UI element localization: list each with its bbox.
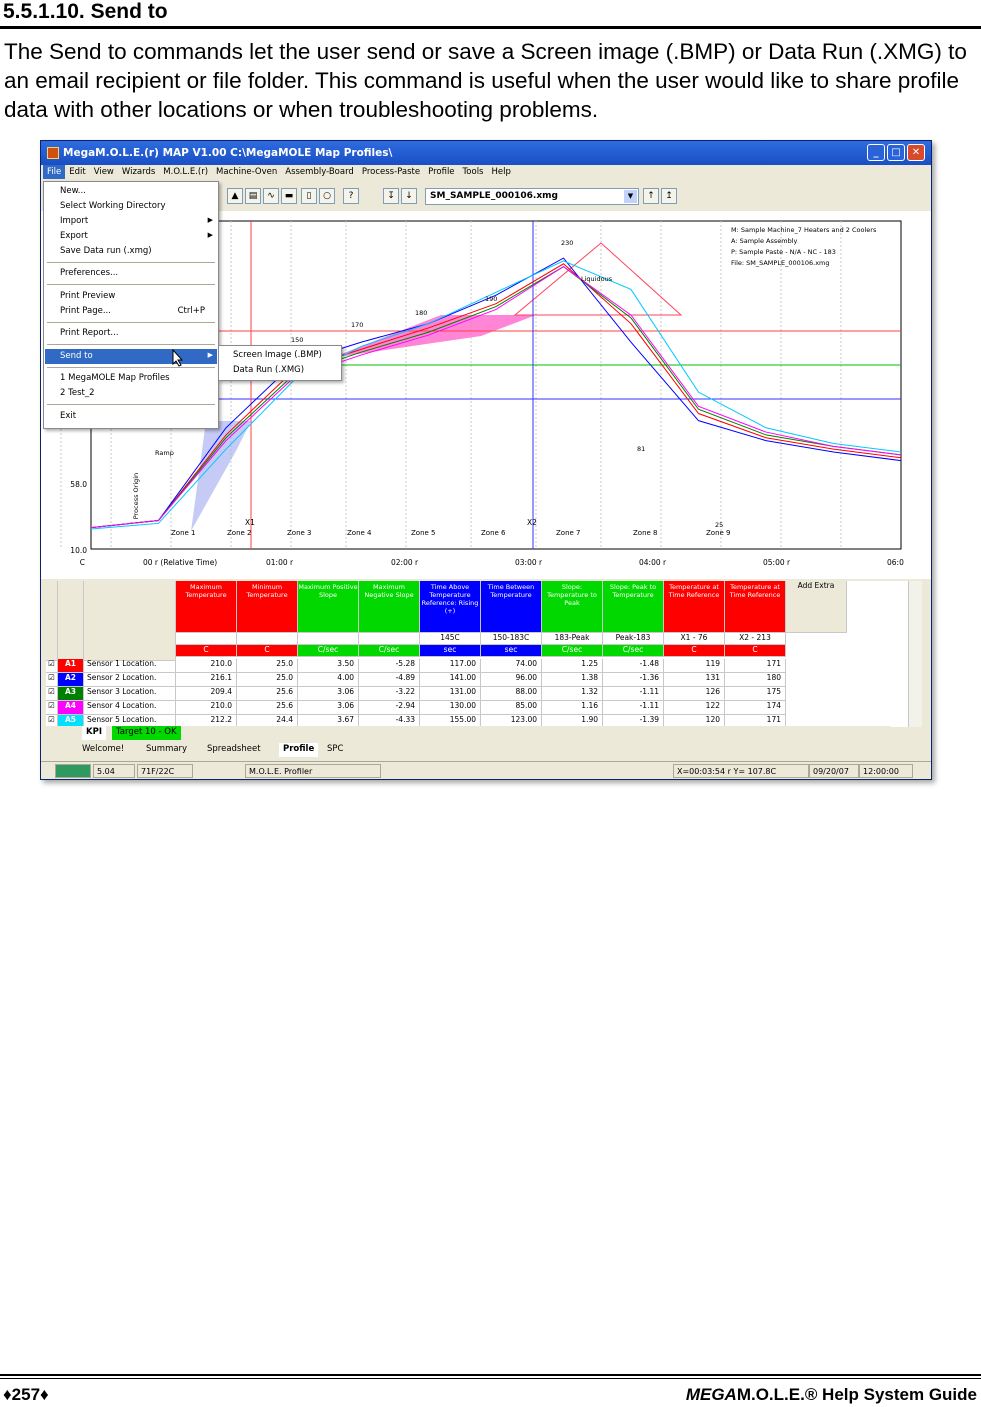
kpi-value[interactable]: 25.0 (237, 659, 298, 673)
tab-welcome-[interactable]: Welcome! (82, 744, 125, 754)
chart-annotation: 25 (715, 521, 724, 529)
help-icon[interactable]: ? (343, 188, 359, 204)
tab-target[interactable]: Target 10 - OK (112, 726, 181, 740)
kpi-value[interactable]: 3.06 (298, 701, 359, 715)
guide-brand: MEGA (685, 1385, 737, 1404)
device-icon[interactable]: ▯ (301, 188, 317, 204)
menu-machine-oven[interactable]: Machine-Oven (216, 167, 278, 177)
status-time: 12:00:00 (859, 764, 913, 778)
kpi-value[interactable]: -1.36 (603, 673, 664, 687)
kpi-value[interactable]: 96.00 (481, 673, 542, 687)
menu-save-run[interactable] (45, 244, 217, 259)
heading-rule (0, 26, 981, 29)
kpi-reference: 145C (420, 633, 481, 645)
kpi-value[interactable]: 174 (725, 701, 786, 715)
x-tick-label: 00 r (Relative Time) (143, 558, 218, 567)
kpi-header: Time Between Temperature (481, 581, 542, 633)
kpi-unit: C (664, 645, 725, 657)
intro-paragraph: The Send to commands let the user send or save a Screen image (.BMP) or Data Run (.XMG) to an email recipient or file folder. This command is useful when the user would like to share profile data with other locations or when troubleshooting problems. (4, 39, 967, 122)
menu-data-run-label: Data Run (.XMG) (233, 365, 305, 375)
minimize-icon[interactable]: _ (867, 144, 885, 161)
kpi-header: Maximum Negative Slope (359, 581, 420, 633)
menu-exit-label: Exit (60, 411, 77, 421)
menu-help[interactable]: Help (491, 167, 511, 177)
kpi-value[interactable]: 88.00 (481, 687, 542, 701)
chevron-down-icon[interactable]: ▼ (624, 190, 637, 203)
kpi-unit: C (725, 645, 786, 657)
row-checkbox[interactable]: ☑ (46, 673, 58, 687)
chart-annotation: 180 (415, 309, 428, 317)
kpi-value[interactable]: 122 (664, 701, 725, 715)
menu-separator (47, 404, 215, 405)
menu-send-to-label: Send to (60, 351, 93, 361)
kpi-value[interactable]: -1.39 (603, 715, 664, 729)
kpi-reference (176, 633, 237, 645)
kpi-value[interactable]: 4.00 (298, 673, 359, 687)
menu-recent-2[interactable] (45, 386, 217, 401)
menu-m-o-l-e-r-[interactable]: M.O.L.E.(r) (163, 167, 209, 177)
zone-label: Zone 2 (227, 529, 252, 537)
menu-separator (47, 344, 215, 345)
kpi-value[interactable]: 123.00 (481, 715, 542, 729)
tab-spc[interactable]: SPC (327, 744, 344, 754)
kpi-value[interactable]: 155.00 (420, 715, 481, 729)
arrow-up-icon[interactable]: ↑ (643, 188, 659, 204)
app-window (40, 140, 932, 780)
kpi-header: Maximum Positive Slope (298, 581, 359, 633)
kpi-value[interactable]: 171 (725, 659, 786, 673)
menu-working-dir[interactable] (45, 199, 217, 214)
kpi-value[interactable]: 175 (725, 687, 786, 701)
menu-print-preview-label: Print Preview (60, 291, 116, 301)
menu-separator (47, 262, 215, 263)
y-unit-label: C (79, 558, 85, 567)
chart-info-line: M: Sample Machine_7 Heaters and 2 Coolers (731, 226, 877, 234)
search-icon[interactable]: ○ (319, 188, 335, 204)
maximize-icon[interactable]: □ (887, 144, 905, 161)
chart-annotation: Process Origin (132, 472, 140, 520)
footer-rule (0, 1374, 981, 1376)
menu-separator (47, 367, 215, 368)
grid-corner (46, 581, 58, 661)
kpi-value[interactable]: 216.1 (176, 673, 237, 687)
menu-edit[interactable]: Edit (69, 167, 86, 177)
kpi-value[interactable]: 25.6 (237, 701, 298, 715)
kpi-value[interactable]: -4.89 (359, 673, 420, 687)
x-tick-label: 05:00 r (763, 558, 791, 567)
menu-export[interactable] (45, 229, 217, 244)
print-icon[interactable]: ▤ (245, 188, 261, 204)
sensor-name: Sensor 4 Location. (84, 701, 176, 715)
menu-tools[interactable]: Tools (462, 167, 484, 177)
kpi-reference: 183-Peak (542, 633, 603, 645)
chart-annotation: 170 (351, 321, 364, 329)
x-tick-label: 04:00 r (639, 558, 667, 567)
kpi-value[interactable]: 210.0 (176, 659, 237, 673)
kpi-value[interactable]: 130.00 (420, 701, 481, 715)
send-to-submenu (218, 345, 342, 381)
menu-exit[interactable] (45, 409, 217, 424)
menu-wizards[interactable]: Wizards (121, 167, 156, 177)
y-tick-label: 10.0 (70, 546, 87, 555)
menu-import-label: Import (60, 216, 89, 226)
kpi-value[interactable]: 3.50 (298, 659, 359, 673)
file-menu (43, 181, 219, 429)
menu-send-to[interactable] (45, 349, 217, 364)
ruler-icon[interactable]: ▬ (281, 188, 297, 204)
kpi-value[interactable]: 85.00 (481, 701, 542, 715)
kpi-value[interactable]: 209.4 (176, 687, 237, 701)
mouse-cursor-icon (172, 349, 184, 367)
sensor-name: Sensor 3 Location. (84, 687, 176, 701)
x-tick-label: 03:00 r (515, 558, 543, 567)
arrow-down-icon[interactable]: ↓ (401, 188, 417, 204)
kpi-value[interactable]: 25.0 (237, 673, 298, 687)
submenu-arrow-icon: ▶ (207, 231, 213, 239)
cursor-readout: X=00:03:54 r Y= 107.8C (673, 764, 809, 778)
menu-export-label: Export (60, 231, 88, 241)
kpi-unit: C/sec (359, 645, 420, 657)
kpi-reference (237, 633, 298, 645)
device-name: M.O.L.E. Profiler (245, 764, 381, 778)
menu-screen-image-label: Screen Image (.BMP) (233, 350, 322, 360)
kpi-value[interactable]: 120 (664, 715, 725, 729)
kpi-value[interactable]: -5.28 (359, 659, 420, 673)
app-icon (47, 147, 59, 159)
kpi-value[interactable]: 3.06 (298, 687, 359, 701)
window-title: MegaM.O.L.E.(r) MAP V1.00 C:\MegaMOLE Map Profiles\ (63, 147, 393, 159)
zone-label: Zone 4 (347, 529, 372, 537)
chart-annotation: 190 (485, 295, 498, 303)
row-checkbox[interactable]: ☑ (46, 687, 58, 701)
x1-label: X1 (245, 518, 255, 527)
kpi-value[interactable]: 1.16 (542, 701, 603, 715)
kpi-grid[interactable] (46, 581, 908, 727)
kpi-header: Slope: Temperature to Peak (542, 581, 603, 633)
status-bar (41, 761, 932, 780)
kpi-reference: 150-183C (481, 633, 542, 645)
sensor-name: Sensor 1 Location. (84, 659, 176, 673)
menu-print-page-label: Print Page... (60, 306, 111, 316)
kpi-value[interactable]: -2.94 (359, 701, 420, 715)
chart-annotation: 230 (561, 239, 574, 247)
battery-icon (55, 764, 91, 778)
file-select-value: SM_SAMPLE_000106.xmg (430, 191, 558, 201)
kpi-value[interactable]: 210.0 (176, 701, 237, 715)
chart-annotation: Liquidous (581, 275, 613, 283)
sensor-tag: A5 (58, 715, 84, 729)
kpi-unit: C/sec (603, 645, 664, 657)
kpi-header: Temperature at Time Reference (725, 581, 786, 633)
zone-label: Zone 3 (287, 529, 312, 537)
kpi-value[interactable]: 3.67 (298, 715, 359, 729)
menu-save-run-label: Save Data run (.xmg) (60, 246, 152, 256)
menu-assembly-board[interactable]: Assembly-Board (285, 167, 354, 177)
chart-info-line: A: Sample Assembly (731, 237, 798, 245)
row-checkbox[interactable]: ☑ (46, 715, 58, 729)
kpi-header: Temperature at Time Reference (664, 581, 725, 633)
menu-profile[interactable]: Profile (428, 167, 455, 177)
print-shortcut: Ctrl+P (177, 306, 205, 316)
kpi-value[interactable]: 1.25 (542, 659, 603, 673)
kpi-header: Maximum Temperature (176, 581, 237, 633)
grid-corner (58, 581, 84, 661)
kpi-unit: sec (481, 645, 542, 657)
kpi-unit: sec (420, 645, 481, 657)
kpi-tab-strip (46, 726, 891, 740)
kpi-value[interactable]: -1.11 (603, 701, 664, 715)
kpi-value[interactable]: 1.90 (542, 715, 603, 729)
menu-separator (47, 322, 215, 323)
kpi-value[interactable]: 117.00 (420, 659, 481, 673)
close-icon[interactable]: ✕ (907, 144, 925, 161)
zone-label: Zone 7 (556, 529, 581, 537)
kpi-header: Slope: Peak to Temperature (603, 581, 664, 633)
kpi-value[interactable]: 131 (664, 673, 725, 687)
menu-recent-1[interactable] (45, 371, 217, 386)
section-heading: 5.5.1.10. Send to (3, 0, 168, 23)
chart-annotation: 81 (637, 445, 646, 453)
kpi-value[interactable]: -1.48 (603, 659, 664, 673)
battery-value: 5.04 (93, 764, 135, 778)
x-tick-label: 02:00 r (391, 558, 419, 567)
menu-screen-image[interactable] (220, 348, 340, 363)
file-select[interactable] (425, 188, 639, 205)
tab-profile[interactable]: Profile (279, 743, 318, 757)
zone-label: Zone 6 (481, 529, 506, 537)
kpi-value[interactable]: 212.2 (176, 715, 237, 729)
title-bar (41, 141, 931, 165)
menu-print-report[interactable] (45, 326, 217, 341)
menu-working-dir-label: Select Working Directory (60, 201, 166, 211)
menu-import[interactable] (45, 214, 217, 229)
view-tab-strip (46, 743, 926, 758)
kpi-reference: X2 - 213 (725, 633, 786, 645)
sensor-tag: A3 (58, 687, 84, 701)
menu-print-report-label: Print Report... (60, 328, 119, 338)
sensor-tag: A4 (58, 701, 84, 715)
grid-scrollbar[interactable] (908, 581, 922, 727)
menu-print-page[interactable] (45, 304, 217, 319)
menu-bar (41, 165, 931, 181)
grid-corner (84, 581, 176, 661)
kpi-header: Time Above Temperature Reference: Rising (+) (420, 581, 481, 633)
menu-process-paste[interactable]: Process-Paste (361, 167, 421, 177)
menu-data-run[interactable] (220, 363, 340, 378)
chart-annotation: 150 (291, 336, 304, 344)
sensor-tag: A2 (58, 673, 84, 687)
guide-title (686, 1385, 977, 1405)
menu-print-preview[interactable] (45, 289, 217, 304)
kpi-value[interactable]: 74.00 (481, 659, 542, 673)
temperature-value: 71F/22C (137, 764, 193, 778)
chart-info-line: P: Sample Paste - N/A - NC - 183 (731, 248, 836, 256)
menu-file[interactable]: File (43, 165, 65, 179)
zone-label: Zone 9 (706, 529, 731, 537)
x-tick-label: 01:00 r (266, 558, 294, 567)
submenu-arrow-icon: ▶ (207, 351, 213, 359)
status-date: 09/20/07 (809, 764, 859, 778)
kpi-value[interactable]: 180 (725, 673, 786, 687)
open-icon[interactable]: ▲ (227, 188, 243, 204)
tab-spreadsheet[interactable]: Spreadsheet (207, 744, 261, 754)
kpi-reference (359, 633, 420, 645)
kpi-value[interactable]: 25.6 (237, 687, 298, 701)
sensor-name: Sensor 2 Location. (84, 673, 176, 687)
page-number: ♦257♦ (3, 1385, 49, 1404)
kpi-value[interactable]: 1.32 (542, 687, 603, 701)
tab-kpi[interactable]: KPI (82, 726, 106, 740)
kpi-value[interactable]: 171 (725, 715, 786, 729)
chart-info-line: File: SM_SAMPLE_000106.xmg (731, 259, 830, 267)
upload-icon[interactable]: ↥ (661, 188, 677, 204)
kpi-reference: X1 - 76 (664, 633, 725, 645)
kpi-value[interactable]: 1.38 (542, 673, 603, 687)
menu-recent-1-label: 1 MegaMOLE Map Profiles (60, 373, 170, 383)
menu-view[interactable]: View (93, 167, 114, 177)
menu-preferences[interactable] (45, 266, 217, 281)
menu-preferences-label: Preferences... (60, 268, 119, 278)
zone-label: Zone 1 (171, 529, 196, 537)
guide-title-rest: M.O.L.E.® Help System Guide (736, 1385, 977, 1404)
kpi-value[interactable]: -3.22 (359, 687, 420, 701)
menu-recent-2-label: 2 Test_2 (60, 388, 95, 398)
kpi-unit: C/sec (298, 645, 359, 657)
menu-new[interactable] (45, 184, 217, 199)
x2-label: X2 (527, 518, 537, 527)
chart-annotation: Ramp (155, 449, 174, 457)
tab-summary[interactable]: Summary (146, 744, 188, 754)
menu-new-label: New... (60, 186, 86, 196)
kpi-reference: Peak-183 (603, 633, 664, 645)
kpi-value[interactable]: -1.11 (603, 687, 664, 701)
kpi-reference (298, 633, 359, 645)
toolbar (221, 183, 931, 209)
chart-icon[interactable]: ∿ (263, 188, 279, 204)
kpi-value[interactable]: 131.00 (420, 687, 481, 701)
zone-label: Zone 8 (633, 529, 658, 537)
kpi-unit: C (176, 645, 237, 657)
kpi-value[interactable]: 126 (664, 687, 725, 701)
zone-label: Zone 5 (411, 529, 436, 537)
x-tick-label: 06:0 (887, 558, 904, 567)
row-checkbox[interactable]: ☑ (46, 701, 58, 715)
kpi-unit: C (237, 645, 298, 657)
kpi-unit: C/sec (542, 645, 603, 657)
sensor-name: Sensor 5 Location. (84, 715, 176, 729)
menu-separator (47, 284, 215, 285)
row-checkbox[interactable]: ☑ (46, 659, 58, 673)
kpi-header: Minimum Temperature (237, 581, 298, 633)
sensor-tag: A1 (58, 659, 84, 673)
add-extra-button[interactable]: Add Extra (786, 581, 847, 633)
kpi-value[interactable]: -4.33 (359, 715, 420, 729)
kpi-value[interactable]: 24.4 (237, 715, 298, 729)
kpi-value[interactable]: 141.00 (420, 673, 481, 687)
submenu-arrow-icon: ▶ (207, 216, 213, 224)
y-tick-label: 58.0 (70, 480, 87, 489)
download-icon[interactable]: ↧ (383, 188, 399, 204)
kpi-value[interactable]: 119 (664, 659, 725, 673)
footer-rule (0, 1378, 981, 1379)
